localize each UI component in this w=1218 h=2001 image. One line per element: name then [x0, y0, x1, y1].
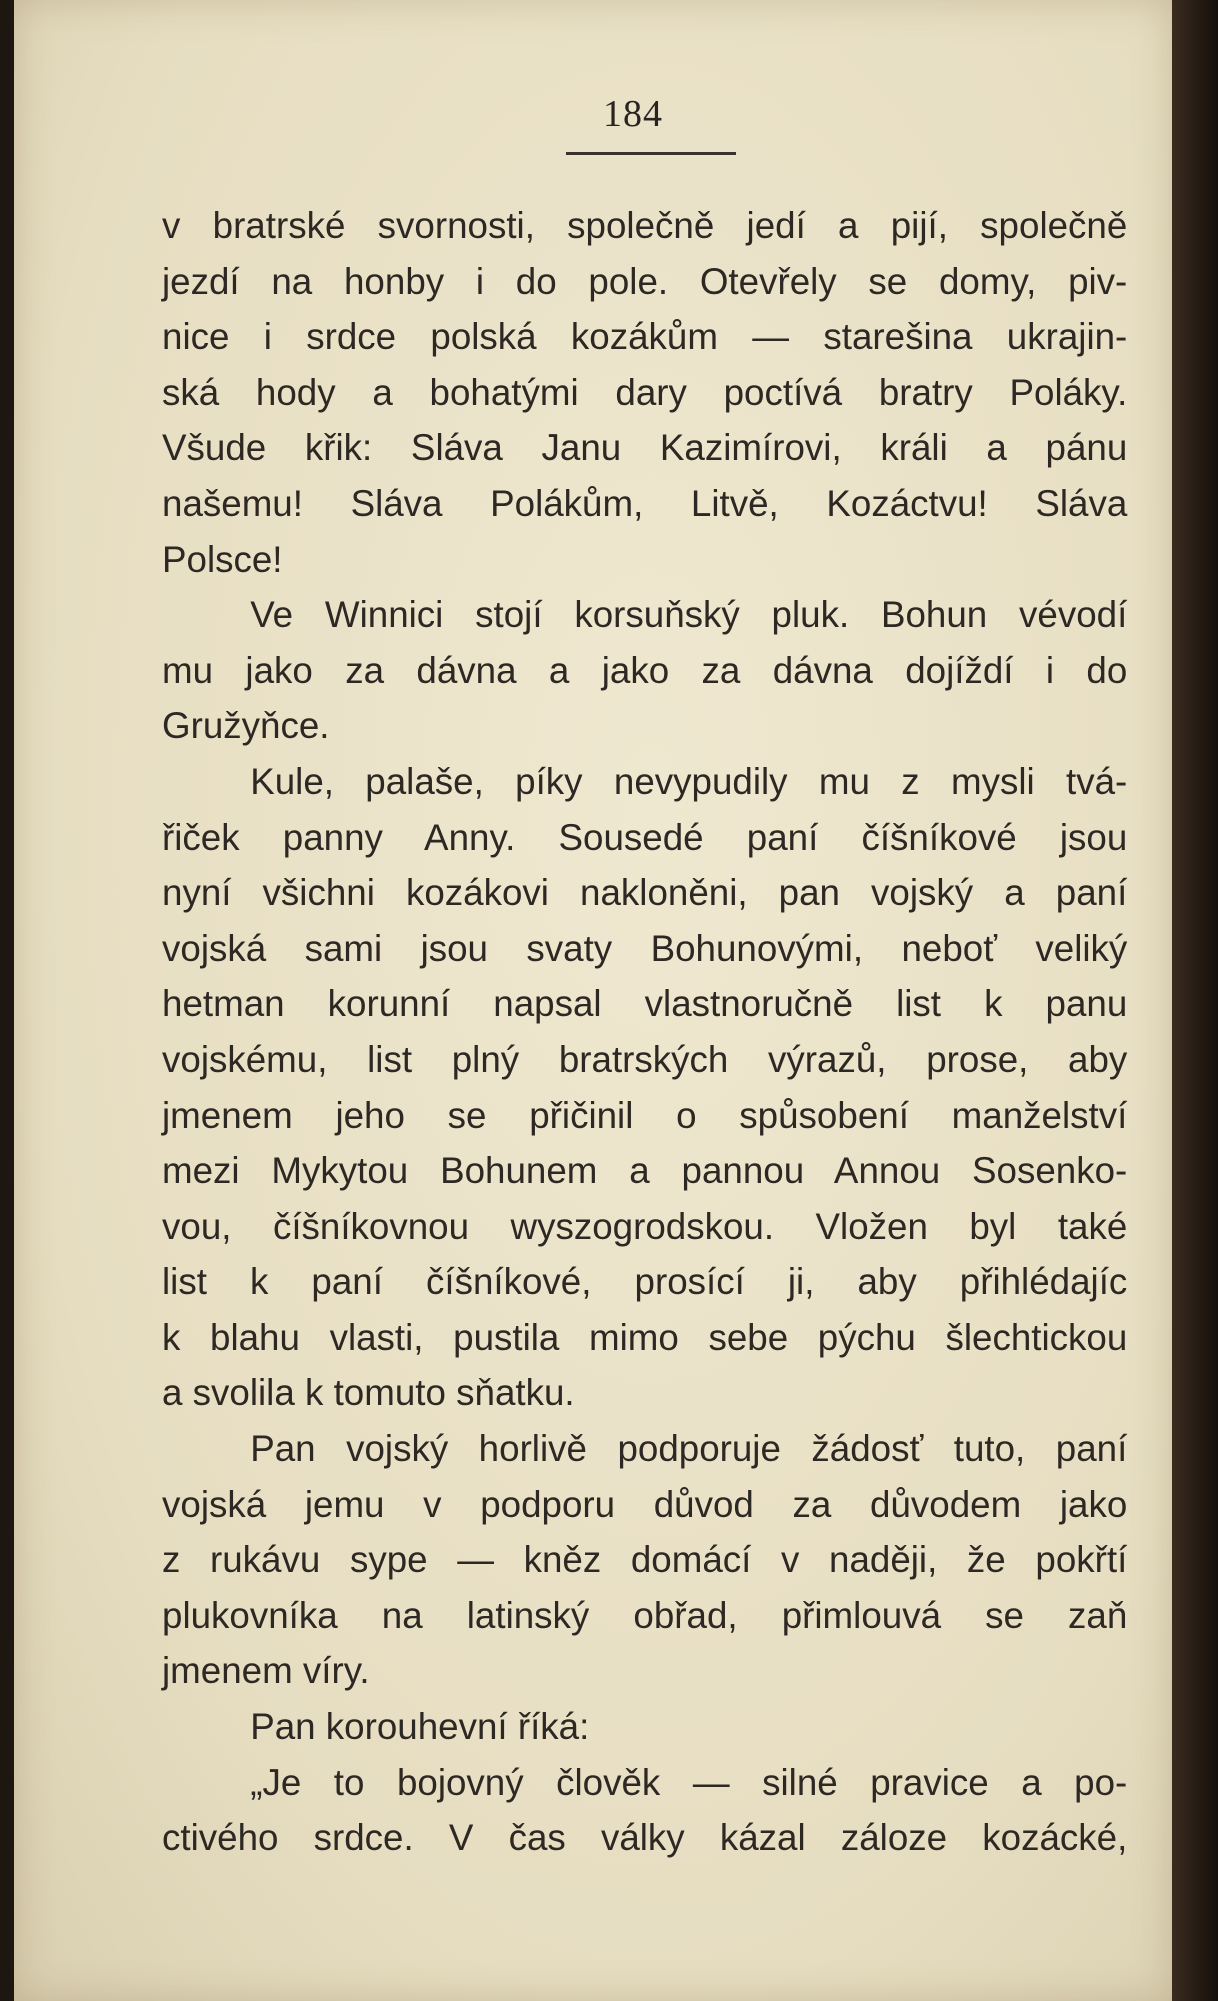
- text-line: vojskému, list plný bratrských výrazů, prose, aby: [162, 1037, 1128, 1080]
- text-line: mu jako za dávna a jako za dávna dojíždí i do: [162, 648, 1128, 691]
- text-line: řiček panny Anny. Sousedé paní číšníkové jsou: [162, 815, 1128, 858]
- text-line: jezdí na honby i do pole. Otevřely se domy, piv-: [162, 259, 1128, 302]
- text-line: jmenem víry.: [162, 1649, 370, 1692]
- text-line: nyní všichni kozákovi nakloněni, pan vojský a paní: [162, 871, 1128, 914]
- text-line: nice i srdce polská kozákům — starešina ukrajin-: [162, 315, 1128, 358]
- text-line: a svolila k tomuto sňatku.: [162, 1371, 575, 1414]
- text-line: vojská sami jsou svaty Bohunovými, neboť veliký: [162, 926, 1128, 969]
- text-line: našemu! Sláva Polákům, Litvě, Kozáctvu! Sláva: [162, 481, 1128, 524]
- text-line: hetman korunní napsal vlastnoručně list k panu: [162, 982, 1128, 1025]
- body-text: [162, 198, 1127, 1866]
- text-line: vou, číšníkovnou wyszogrodskou. Vložen byl také: [162, 1204, 1128, 1247]
- text-line: plukovníka na latinský obřad, přimlouvá se zaň: [162, 1593, 1128, 1636]
- text-line: ská hody a bohatými dary poctívá bratry Poláky.: [162, 370, 1128, 413]
- text-line: k blahu vlasti, pustila mimo sebe pýchu šlechtickou: [162, 1315, 1128, 1358]
- text-line: Všude křik: Sláva Janu Kazimírovi, králi a pánu: [162, 426, 1128, 469]
- text-line: Polsce!: [162, 537, 283, 580]
- text-line: ctivého srdce. V čas války kázal záloze kozácké,: [162, 1816, 1128, 1859]
- text-line: jmenem jeho se přičinil o spůsobení manželství: [162, 1093, 1128, 1136]
- text-line: Pan korouhevní říká:: [250, 1705, 590, 1748]
- text-line: mezi Mykytou Bohunem a pannou Annou Sosenko-: [162, 1149, 1128, 1192]
- book-page: [14, 0, 1172, 2001]
- text-line: v bratrské svornosti, společně jedí a pijí, společně: [162, 204, 1128, 246]
- page-number: 184: [603, 93, 663, 135]
- text-line: „Je to bojovný člověk — silné pravice a po-: [250, 1760, 1128, 1803]
- header-rule: [566, 152, 736, 155]
- text-line: z rukávu sype — kněz domácí v naději, že pokřtí: [162, 1538, 1128, 1581]
- text-line: Gružyňce.: [162, 704, 330, 747]
- text-line: Ve Winnici stojí korsuňský pluk. Bohun vévodí: [250, 593, 1128, 636]
- book-spine-edge: [1172, 0, 1218, 2001]
- text-line: Pan vojský horlivě podporuje žádosť tuto, paní: [250, 1427, 1128, 1470]
- text-line: Kule, palaše, píky nevypudily mu z mysli tvá-: [250, 759, 1128, 802]
- text-line: vojská jemu v podporu důvod za důvodem jako: [162, 1482, 1128, 1525]
- text-line: list k paní číšníkové, prosící ji, aby přihlédajíc: [162, 1260, 1128, 1303]
